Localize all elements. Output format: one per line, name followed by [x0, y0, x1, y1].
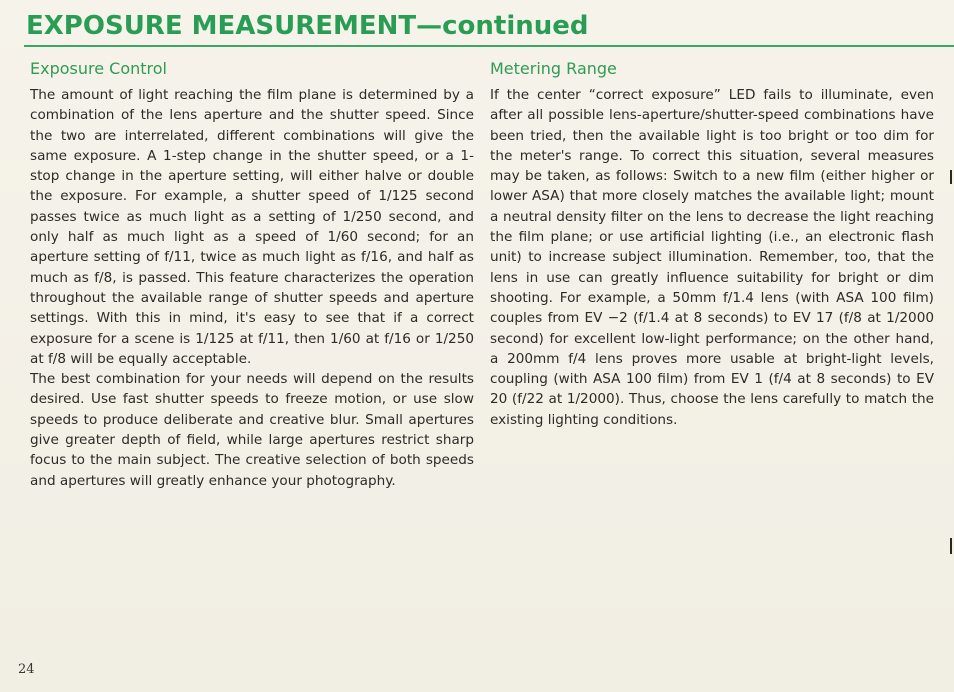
exposure-control-paragraph-1: The amount of light reaching the film plane is determined by a combination of the lens aperture and the shutter speed. Since the two are interrelated, different combinations will give the same exposure. A 1-step change in the shutter speed, or a 1-stop change in the aperture setting, will either halve or double the exposure. For example, a shutter speed of 1/125 second passes twice as much light as a setting of 1/250 second, and only half as much light as a speed of 1/60 second; for an aperture setting of f/11, twice as much light as f/16, and half as much as f/8, is passed. This feature characterizes the operation throughout the available range of shutter speeds and aperture settings. With this in mind, it's easy to see that if a correct exposure for a scene is 1/125 at f/11, then 1/60 at f/16 or 1/250 at f/8 will be equally acceptable. — [30, 87, 474, 367]
left-column — [30, 85, 474, 491]
section-heading-exposure-control: Exposure Control — [30, 59, 167, 78]
section-heading-metering-range: Metering Range — [490, 59, 617, 78]
exposure-control-paragraph-2: The best combination for your needs will depend on the results desired. Use fast shutter speeds to freeze motion, or use slow speeds to produce deliberate and creative blur. Small apertures give greater depth of field, while large apertures restrict sharp focus to the main subject. The creative selection of both speeds and apertures will greatly enhance your photography. — [30, 371, 474, 489]
edge-mark — [950, 170, 952, 184]
metering-range-paragraph-1: If the center “correct exposure” LED fails to illuminate, even after all possible lens-aperture/shutter-speed combinations have been tried, then the available light is too bright or too dim for the meter's range. To correct this situation, several measures may be taken, as follows: Switch to a new film (either higher or lower ASA) that more closely matches the available light; mount a neutral density filter on the lens to decrease the light reaching the film plane; or use artificial lighting (i.e., an electronic flash unit) to increase subject illumination. Remember, too, that the lens in use can greatly influence suitability for bright or dim shooting. For example, a 50mm f/1.4 lens (with ASA 100 film) couples from EV −2 (f/1.4 at 8 seconds) to EV 17 (f/8 at 1/2000 second) for excellent low-light performance; on the other hand, a 200mm f/4 lens proves more usable at bright-light levels, coupling (with ASA 100 film) from EV 1 (f/4 at 8 seconds) to EV 20 (f/22 at 1/2000). Thus, choose the lens carefully to match the existing lighting conditions. — [490, 87, 934, 428]
title-rule — [24, 45, 954, 47]
right-column — [490, 85, 934, 430]
edge-mark — [950, 538, 952, 554]
page-title: EXPOSURE MEASUREMENT—continued — [26, 11, 589, 41]
page-number: 24 — [18, 662, 35, 677]
